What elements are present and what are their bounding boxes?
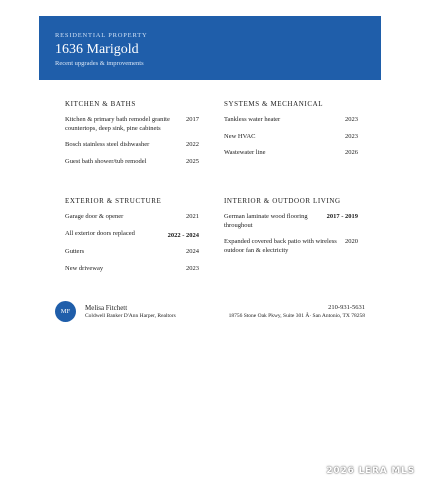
item-year: 2025 [186,157,199,165]
list-item [224,116,358,125]
agent-name: Melisa Fitchett [85,304,128,312]
section-kitchen-baths [65,100,199,174]
item-year: 2022 - 2024 [167,231,199,239]
list-item [65,230,199,241]
item-label: Kitchen & primary bath remodel granite countertops, deep sink, pine cabinets [65,116,170,132]
agent-address: 18756 Stone Oak Pkwy, Suite 301 Â· San Antonio, TX 78258 [228,313,365,319]
list-item [65,265,199,274]
item-year: 2017 - 2019 [326,213,358,220]
list-item [224,238,358,255]
list-item [224,133,358,142]
item-year: 2017 [186,116,199,123]
agent-avatar: MF [55,301,76,322]
section-interior-outdoor [224,197,358,263]
item-year: 2023 [345,116,358,123]
item-label: New driveway [65,264,104,272]
item-label: New HVAC [224,132,256,140]
item-label: Wastewater line [224,149,266,156]
item-year: 2026 [345,149,358,156]
section-title: INTERIOR & OUTDOOR LIVING [224,197,341,205]
list-item [65,141,199,150]
list-item [65,158,199,167]
item-year: 2023 [186,264,199,272]
item-label: Bosch stainless steel dishwasher [65,141,150,148]
item-year: 2020 [345,238,358,245]
list-item [224,149,358,158]
header-banner [39,16,381,80]
item-year: 2022 [186,141,199,148]
section-title: EXTERIOR & STRUCTURE [65,197,162,205]
item-label: Tankless water heater [224,116,281,123]
agent-company: Coldwell Banker D'Ann Harper, Realtors [85,313,176,319]
mls-watermark: 2026 LERA MLS [326,466,415,476]
item-year: 2023 [345,132,358,140]
section-title: SYSTEMS & MECHANICAL [224,100,324,108]
section-systems-mechanical [224,100,358,166]
item-label: Expanded covered back patio with wireless outdoor fan & electricity [224,238,337,254]
list-item [65,213,199,222]
agent-phone: 210-931-5631 [328,304,365,311]
item-label: Guest bath shower/tub remodel [65,157,147,165]
item-label: Gutters [65,248,85,255]
property-type-label: RESIDENTIAL PROPERTY [55,32,148,39]
section-exterior-structure [65,197,199,281]
section-title: KITCHEN & BATHS [65,100,136,108]
item-label: All exterior doors replaced [65,229,135,237]
property-subtitle: Recent upgrades & improvements [55,60,144,67]
item-label: Garage door & opener [65,213,124,220]
list-item [224,213,358,230]
list-item [65,248,199,257]
property-title: 1636 Marigold [55,42,139,57]
item-year: 2024 [186,248,199,255]
list-item [65,116,199,133]
item-year: 2021 [186,213,199,220]
item-label: German laminate wood flooring throughout [224,213,308,229]
